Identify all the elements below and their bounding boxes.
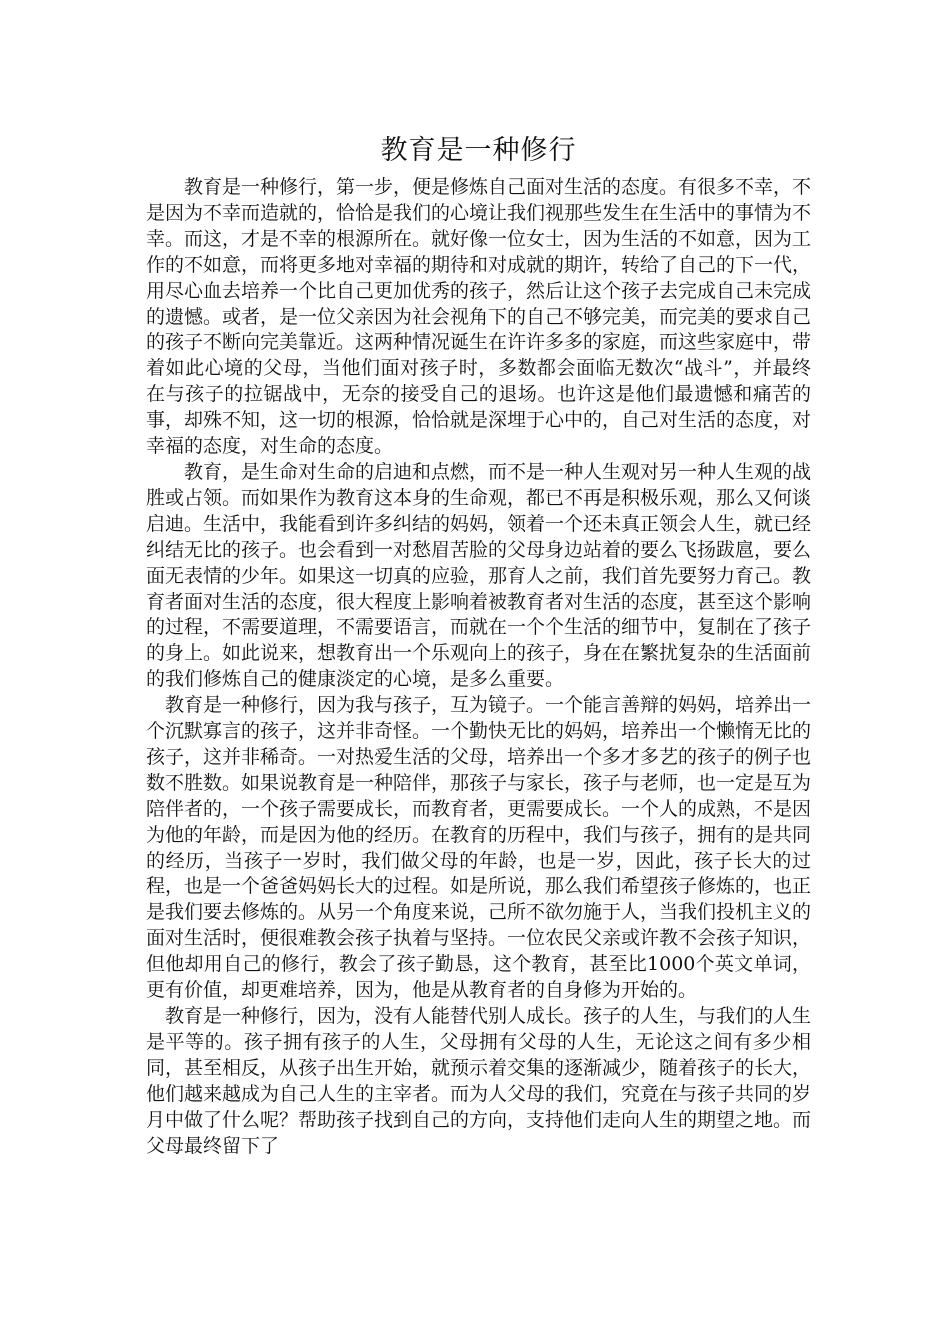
page-title: 教育是一种修行	[380, 135, 577, 166]
paragraph-3: 教育是一种修行，因为我与孩子，互为镜子。一个能言善辩的妈妈，培养出一个沉默寡言的孩子，这并非奇怪。一个勤快无比的妈妈，培养出一个懒惰无比的孩子，这并非稀奇。一对热爱生活的父母，培养出一个多才多艺的孩子的例子也数不胜数。如果说教育是一种陪伴，那孩子与家长，孩子与老师，也一定是互为陪伴者的，一个孩子需要成长，而教育者，更需要成长。一个人的成熟，不是因为他的年龄，而是因为他的经历。在教育的历程中，我们与孩子，拥有的是共同的经历，当孩子一岁时，我们做父母的年龄，也是一岁，因此，孩子长大的过程，也是一个爸爸妈妈长大的过程。如是所说，那么我们希望孩子修炼的，也正是我们要去修炼的。从另一个角度来说，己所不欲勿施于人，当我们投机主义的面对生活时，便很难教会孩子执着与坚持。一位农民父亲或许教不会孩子知识，但他却用自己的修行，教会了孩子勤恳，这个教育，甚至比1000个英文单词，更有价值，却更难培养，因为，他是从教育者的自身修为开始的。	[146, 694, 812, 1002]
paragraph-2: 教育，是生命对生命的启迪和点燃，而不是一种人生观对另一种人生观的战胜或占领。而如果作为教育这本身的生命观，都已不再是积极乐观，那么又何谈启迪。生活中，我能看到许多纠结的妈妈，领着一个还未真正领会人生，就已经纠结无比的孩子。也会看到一对愁眉苦脸的父母身边站着的要么飞扬跋扈，要么面无表情的少年。如果这一切真的应验，那育人之前，我们首先要努力育己。教育者面对生活的态度，很大程度上影响着被教育者对生活的态度，甚至这个影响的过程，不需要道理，不需要语言，而就在一个个生活的细节中，复制在了孩子的身上。如此说来，想教育出一个乐观向上的孩子，身在在繁扰复杂的生活面前的我们修炼自己的健康淡定的心境，是多么重要。	[146, 460, 812, 691]
paragraph-1: 教育是一种修行，第一步，便是修炼自己面对生活的态度。有很多不幸，不是因为不幸而造就的，恰恰是我们的心境让我们视那些发生在生活中的事情为不幸。而这，才是不幸的根源所在。就好像一位女士，因为生活的不如意，因为工作的不如意，而将更多地对幸福的期待和对成就的期许，转给了自己的下一代，用尽心血去培养一个比自己更加优秀的孩子，然后让这个孩子去完成自己未完成的遗憾。或者，是一位父亲因为社会视角下的自己不够完美，而完美的要求自己的孩子不断向完美靠近。这两种情况诞生在许许多多的家庭，而这些家庭中，带着如此心境的父母，当他们面对孩子时，多数都会面临无数次“战斗”，并最终在与孩子的拉锯战中，无奈的接受自己的退场。也许这是他们最遗憾和痛苦的事，却殊不知，这一切的根源，恰恰就是深埋于心中的，自己对生活的态度，对幸福的态度，对生命的态度。	[146, 176, 812, 458]
document-body	[146, 133, 811, 1159]
paragraph-4: 教育是一种修行，因为，没有人能替代别人成长。孩子的人生，与我们的人生是平等的。孩子拥有孩子的人生，父母拥有父母的人生，无论这之间有多少相同，甚至相反，从孩子出生开始，就预示着交集的逐渐减少，随着孩子的长大，他们越来越成为自己人生的主宰者。而为人父母的我们，究竟在与孩子共同的岁月中做了什么呢？帮助孩子找到自己的方向，支持他们走向人生的期望之地。而父母最终留下了	[146, 1005, 812, 1157]
